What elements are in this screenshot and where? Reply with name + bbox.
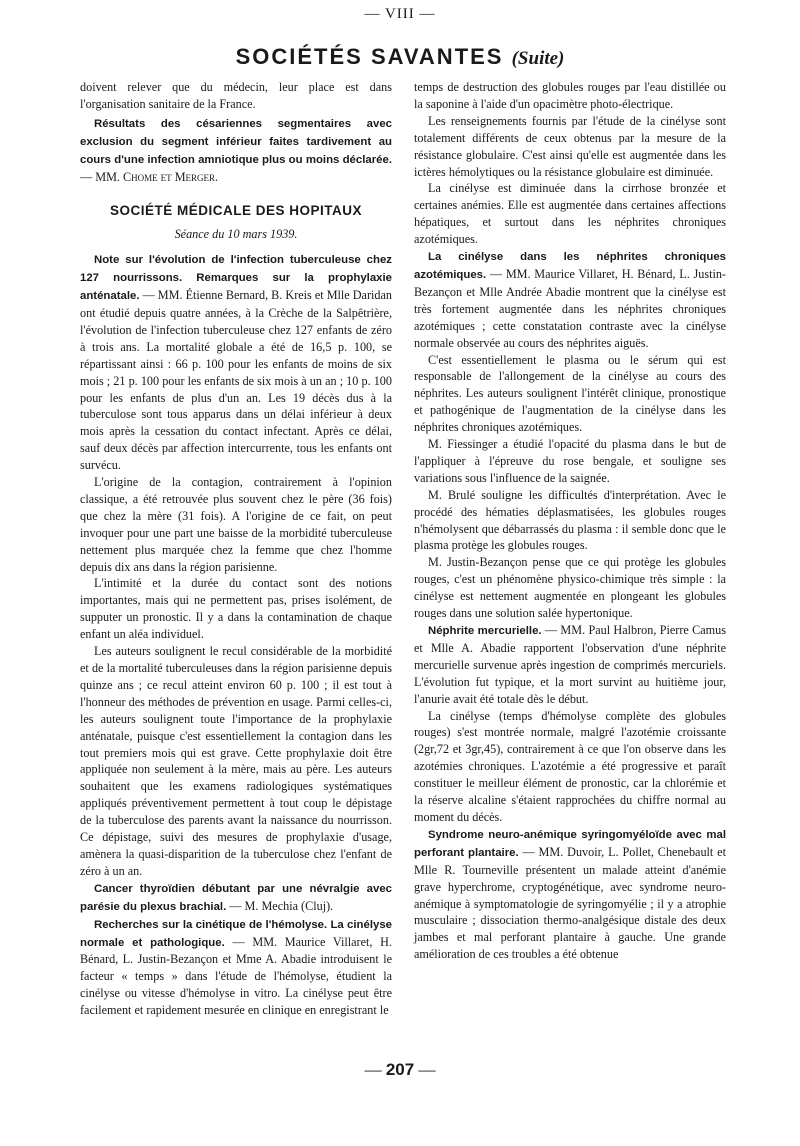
article-entry xyxy=(80,251,392,474)
article-title: La cinélyse dans les néphrites chroniques azotémiques. xyxy=(414,251,726,281)
article-title: Néphrite mercurielle. xyxy=(428,625,542,637)
article-body: — MM. Maurice Villaret, H. Bénard, L. Justin-Bezançon et Mlle Andrée Abadie montrent que la cinélyse est très fortement augmentée dans les néphrites chroniques azotémiques ; cette constatation contraste avec la cinélyse normale observée au cours des néphrites aiguës. xyxy=(414,266,726,350)
paragraph: doivent relever que du médecin, leur place est dans l'organisation sanitaire de la France. xyxy=(80,80,392,111)
society-heading: SOCIÉTÉ MÉDICALE DES HOPITAUX xyxy=(109,203,363,219)
page-title xyxy=(0,44,800,70)
article-entry xyxy=(414,826,726,963)
article-body: — MM. Maurice Villaret, H. Bénard, L. Justin-Bezançon et Mme A. Abadie introduisent le facteur « temps » dans l'étude de l'hémolyse, étudient la cinélyse ou vitesse d'hémolyse in vitro. La cinélyse peut être facilement et rapidement mesurée en clinique en enregistrant le xyxy=(80,934,392,1018)
paragraph: Les renseignements fournis par l'étude de la cinélyse sont totalement différents de ceux obtenus par la mesure de la résistance globulaire. C'est ainsi qu'elle est augmentée dans les ictères hémolytiques ou la résistance globulaire est diminuée. xyxy=(414,113,726,179)
paragraph: Les auteurs soulignent le recul considérable de la morbidité et de la mortalité tuberculeuses dans la région parisienne depuis quinze ans ; ce recul atteint environ 60 p. 100 ; il est tout à l'honneur des méthodes de prévention en usage. Parmi celles-ci, les auteurs soulignent toute l'importance de la prophylaxie anténatale, puisque c'est essentiellement la contagion dans les tout premiers mois qui est grave. Cette prophylaxie doit être appliquée non seulement à la mère, mais au père. Les auteurs souhaitent que les examens radiologiques systématiques appliqués préventivement permettent à tout coup le dépistage de la tuberculose des parents avant la naissance du nourrisson. Ce dépistage, suivi des mesures de prophylaxie d'usage, amènera la quasi-disparition de la tuberculose chez l'enfant de zéro à un an. xyxy=(80,644,392,878)
article-entry xyxy=(80,115,392,186)
page-number: 207 xyxy=(385,1060,415,1079)
article-title: Résultats des césariennes segmentaires avec exclusion du segment inférieur faites tardivement au cours d'une infection amniotique plus ou moins déclarée. xyxy=(80,117,392,166)
paragraph: L'origine de la contagion, contrairement à l'opinion classique, a été retrouvée plus souvent chez le père (36 fois) que chez la mère (31 fois). A l'origine de ce fait, on peut invoquer pour une part une baisse de la morbidité tuberculeuse nettement plus marquée chez la femme que chez l'homme depuis dix ans dans la région parisienne. xyxy=(80,475,392,574)
header-page-roman: — VIII — xyxy=(364,6,436,22)
article-title: Note sur l'évolution de l'infection tuberculeuse chez 127 nourrissons. Remarques sur la prophylaxie anténatale. xyxy=(80,254,392,303)
article-entry xyxy=(80,880,392,916)
right-column xyxy=(414,79,726,963)
session-date: Séance du 10 mars 1939. xyxy=(174,227,298,242)
paragraph: M. Brulé souligne les difficultés d'interprétation. Avec le procédé des hématies déplasmatisées, les globules rouges n'hémolysent que débarrassés du plasma : il semble donc que le plasma protège les globules rouges. xyxy=(414,487,726,553)
paragraph: M. Justin-Bezançon pense que ce qui protège les globules rouges, c'est un phénomène physico-chimique très simple : la cinélyse est nettement augmentée en plongeant les globules rouges dans une solution salée hypertonique. xyxy=(414,555,726,621)
article-title: Cancer thyroïdien débutant par une névralgie avec parésie du plexus brachial. xyxy=(80,882,392,913)
article-entry xyxy=(80,916,392,1019)
paragraph: M. Fiessinger a étudié l'opacité du plasma dans le but de l'appliquer à l'épreuve du rose bengale, et souligne ses variations sous l'influence de la saignée. xyxy=(414,437,726,485)
left-column xyxy=(80,79,392,1019)
article-body: — MM. Étienne Bernard, B. Kreis et Mlle Daridan ont étudié depuis quatre années, à la Crèche de la Salpêtrière, l'évolution de l'infection tuberculeuse chez 127 enfants de zéro à trois ans. La mortalité globale a été de 16,5 p. 100, se répartissant ainsi : 66 p. 100 pour les enfants de moins de six mois ; 21 p. 100 pour les enfants de six mois à un an ; 10 p. 100 pour les enfants de plus d'un an. Les 19 décès dus à la tuberculose sont tous apparus dans un délai inférieur à deux mois après la cessation du contact infectant. Après ce délai, sauf deux décès par affection intercurrente, tous les enfants ont survécu. xyxy=(80,288,393,473)
article-body: — MM. Duvoir, L. Pollet, Chenebault et Mlle R. Tourneville présentent un malade atteint d'anémie grave hyperchrome, cryptogénétique, avec syndrome neuro-anémique à symptomatologie de syringomyélie ; il y a atrophie musculaire ; dissociation thermo-analgésique distale des deux jambes et mal perforant plantaire à gauche. Une grande amélioration de ces troubles a été obtenue xyxy=(414,844,726,962)
paragraph: L'intimité et la durée du contact sont des notions importantes, mais qui ne permettent pas, prises isolément, de supputer un pronostic. Il y a dans la contamination de chaque enfant un aléa individuel. xyxy=(80,576,392,642)
article-body: — MM. Paul Halbron, Pierre Camus et Mlle A. Abadie rapportent l'observation d'une néphrite mercurielle survenue après ingestion de comprimés mercuriels. L'évolution fut typique, et la mort survint au huitième jour, l'anurie avait été totale dès le début. xyxy=(414,623,726,706)
page-title-text: SOCIÉTÉS SAVANTES xyxy=(235,44,504,69)
article-authors: — M. Mechia (Cluj). xyxy=(226,898,334,913)
article-entry xyxy=(414,248,726,351)
paragraph: C'est essentiellement le plasma ou le sérum qui est responsable de l'allongement de la cinélyse au cours des néphrites. Les auteurs soulignent l'intérêt clinique, pronostique et pathogénique de l'augmentation de la cinélyse dans les néphrites chroniques azotémiques. xyxy=(414,352,726,435)
page-title-suffix: (Suite) xyxy=(511,48,565,69)
footer-page-number: — 207 — xyxy=(364,1060,436,1079)
paragraph: La cinélyse est diminuée dans la cirrhose bronzée et certaines anémies. Elle est augmentée dans certaines affections hépatiques, et surtout dans les néphrites chroniques azotémiques. xyxy=(414,181,726,247)
paragraph: La cinélyse (temps d'hémolyse complète des globules rouges) s'est montrée normale, malgré l'azotémie croissante (2gr,72 et 3gr,45), contrairement à ce que l'on observe dans les azotémies chroniques. L'azotémie a été progressive et paraît constituer le meilleur élément de pronostic, car la chlorémie et la réserve alcaline s'étaient rapprochées du chiffre normal au moment du décès. xyxy=(414,708,726,824)
article-entry xyxy=(414,622,726,708)
article-title: Recherches sur la cinétique de l'hémolyse. La cinélyse normale et pathologique. xyxy=(80,918,392,949)
article-title: Syndrome neuro-anémique syringomyéloïde avec mal perforant plantaire. xyxy=(414,828,726,859)
paragraph: temps de destruction des globules rouges par l'eau distillée ou la saponine à l'aide d'un opacimètre photo-électrique. xyxy=(414,80,726,111)
article-authors: — MM. Chome et Merger. xyxy=(80,169,219,184)
